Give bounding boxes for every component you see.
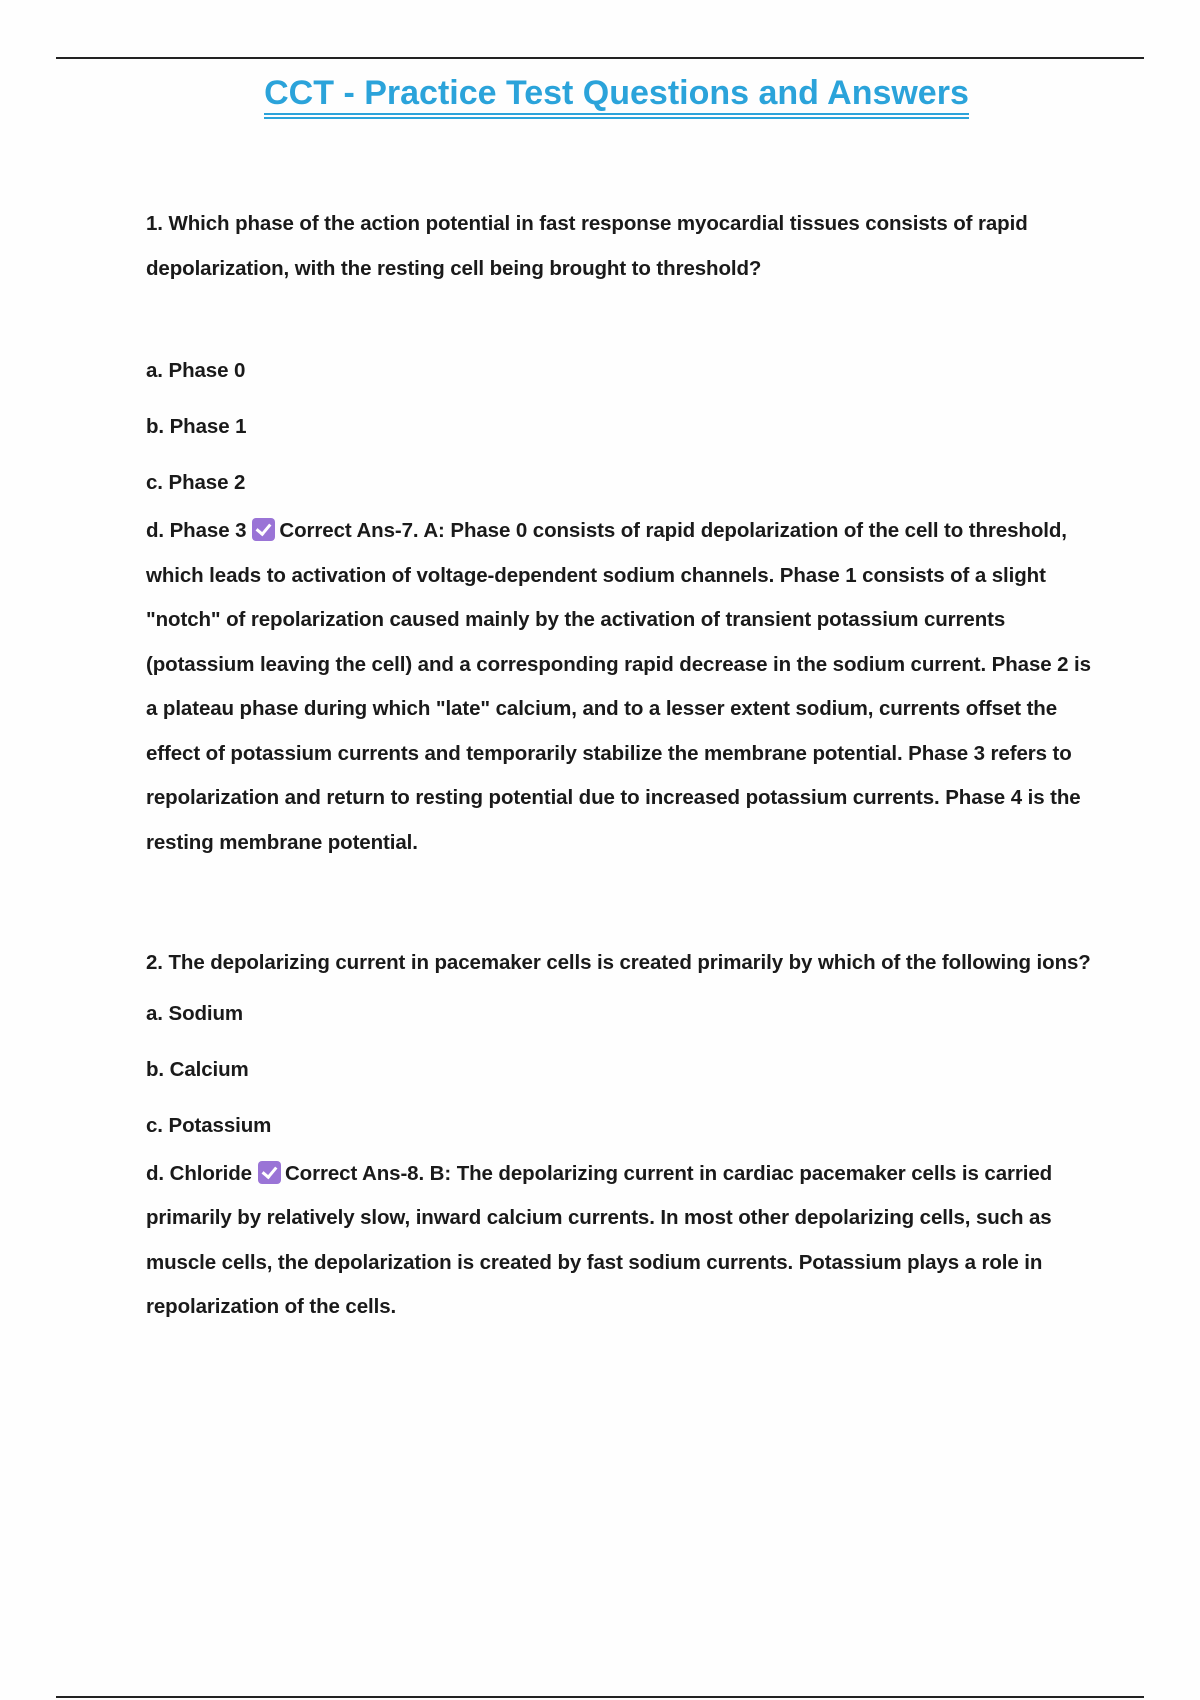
answer-explanation: Correct Ans-7. A: Phase 0 consists of rapid depolarization of the cell to threshold, which leads to activation of voltage-dependent sodium channels. Phase 1 consists of a slight "notch" of repolarization caused mainly by the activation of transient potassium currents (potassium leaving the cell) and a corresponding rapid decrease in the sodium current. Phase 2 is a plateau phase during which "late" calcium, and to a lesser extent sodium, currents offset the effect of potassium currents and temporarily stabilize the membrane potential. Phase 3 refers to repolarization and return to resting potential due to increased potassium currents. Phase 4 is the resting membrane potential. bbox=[146, 519, 1091, 854]
question-text: 2. The depolarizing current in pacemaker cells is created primarily by which of the following ions? bbox=[146, 951, 1091, 974]
question-block bbox=[146, 202, 1106, 865]
document-body bbox=[146, 202, 1106, 1330]
answer-explanation-block bbox=[146, 1152, 1106, 1330]
check-box-icon bbox=[252, 518, 275, 541]
answer-option: c. Phase 2 bbox=[146, 471, 246, 494]
answer-option: b. Phase 1 bbox=[146, 415, 247, 438]
check-box-icon bbox=[258, 1161, 281, 1184]
answer-option: d. Chloride bbox=[146, 1161, 252, 1185]
top-divider bbox=[56, 57, 1144, 59]
answer-explanation: Correct Ans-8. B: The depolarizing current in cardiac pacemaker cells is carried primarily by relatively slow, inward calcium currents. In most other depolarizing cells, such as muscle cells, the depolarization is created by fast sodium currents. Potassium plays a role in repolarization of the cells. bbox=[146, 1161, 1053, 1318]
answer-option: d. Phase 3 bbox=[146, 519, 247, 542]
question-text: 1. Which phase of the action potential in fast response myocardial tissues consists of rapid depolarization, with the resting cell being brought to threshold? bbox=[146, 212, 1028, 280]
answer-option: a. Sodium bbox=[146, 1001, 244, 1025]
page-title bbox=[0, 74, 1200, 115]
answer-option: a. Phase 0 bbox=[146, 359, 246, 382]
answer-option: c. Potassium bbox=[146, 1113, 272, 1137]
bottom-divider bbox=[56, 1696, 1144, 1698]
answer-explanation-block bbox=[146, 509, 1106, 865]
answer-option: b. Calcium bbox=[146, 1057, 249, 1081]
page-title-text: CCT - Practice Test Questions and Answers bbox=[264, 75, 969, 115]
question-block bbox=[146, 941, 1106, 1330]
